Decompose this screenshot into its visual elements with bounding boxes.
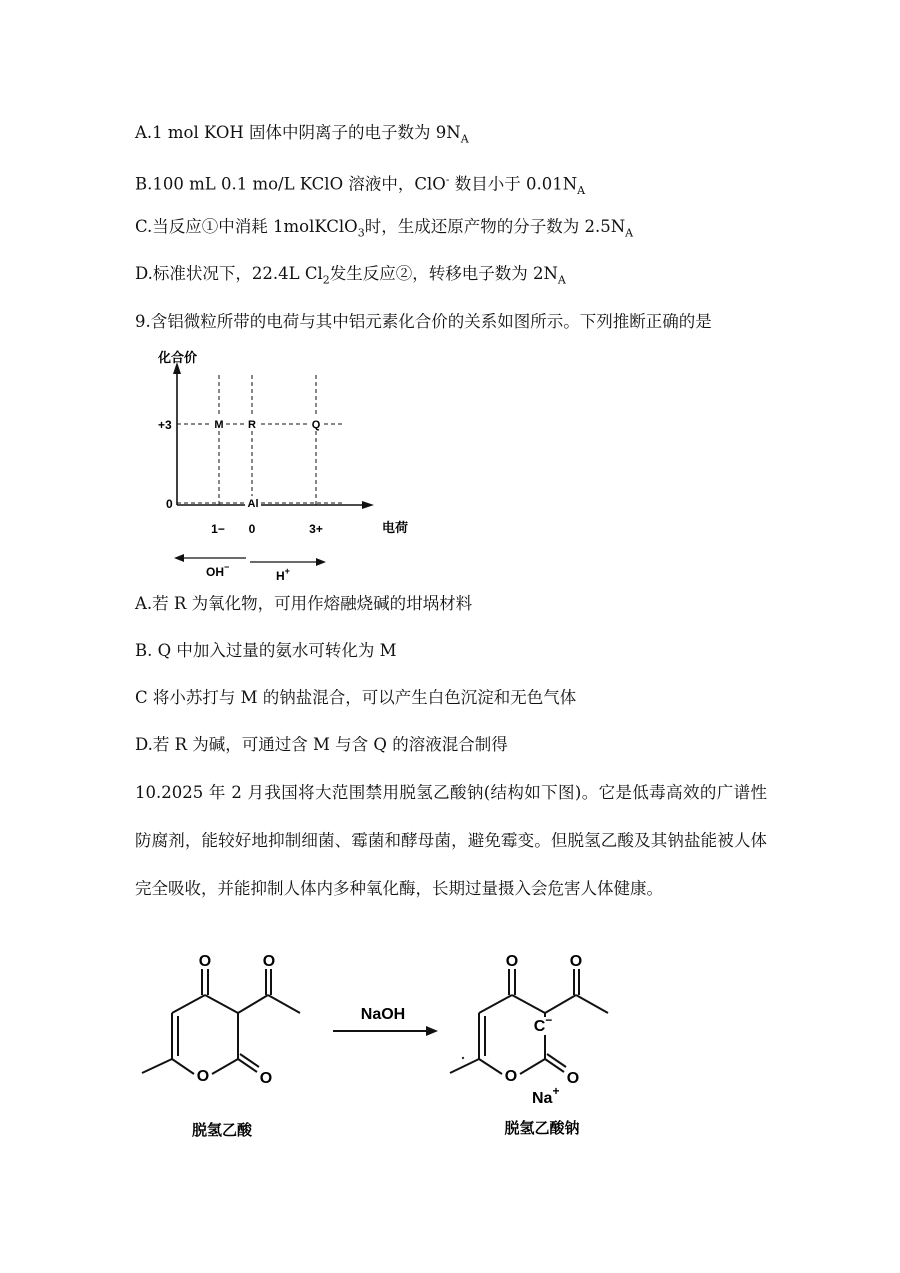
right-o-carbonyl: O [566, 1070, 580, 1087]
right-o-acetyl: O [569, 955, 583, 970]
left-o-top: O [198, 955, 212, 970]
q8-option-d: D.标准状况下，22.4L $Cl_2$发生反应②，转移电子数为 $2N_A$ [135, 264, 566, 287]
reagent-label: NaOH [360, 1006, 406, 1023]
q9-stem: 9.含铝微粒所带的电荷与其中铝元素化合价的关系如图所示。下列推断正确的是 [135, 312, 712, 331]
left-name: 脱氢乙酸 [191, 1122, 253, 1139]
x-tick-minus1: 1− [211, 522, 225, 536]
y-axis-label: 化合价 [158, 350, 198, 365]
reaction-scheme [130, 955, 630, 1145]
right-name: 脱氢乙酸钠 [504, 1120, 580, 1137]
h-arrow-head [316, 558, 326, 566]
q8-option-c: C.当反应①中消耗 1molKClO$_3$时，生成还原产物的分子数为 $2.5N_A$ [135, 217, 634, 240]
y-tick-zero: 0 [166, 497, 173, 511]
q8-option-a: A.1 mol KOH 固体中阴离子的电子数为 $9N_A$ [135, 123, 469, 146]
q10-text: 10.2025 年 2 月我国将大范围禁用脱氢乙酸钠(结构如下图)。它是低毒高效的广谱性防腐剂，能较好地抑制细菌、霉菌和酵母菌，避免霉变。但脱氢乙酸及其钠盐能被人体完全吸收，并能抑制人体内多种氧化酶，长期过量摄入会危害人体健康。 [135, 783, 767, 898]
right-carbanion: C− [533, 1013, 553, 1035]
oh-arrow-label: OH− [206, 562, 230, 579]
right-o-ring: O [504, 1068, 518, 1085]
valence-charge-chart [140, 340, 420, 585]
x-axis-label: 电荷 [382, 520, 409, 535]
point-q: Q [311, 419, 321, 431]
h-arrow-label: H+ [276, 566, 290, 583]
point-al: Al [247, 498, 259, 510]
right-o-top: O [505, 955, 519, 970]
q9-option-c: C 将小苏打与 M 的钠盐混合，可以产生白色沉淀和无色气体 [135, 688, 577, 707]
x-tick-zero: 0 [248, 522, 256, 536]
y-tick-plus3: +3 [158, 418, 172, 432]
sodium-dehydroacetate-structure [450, 969, 608, 1074]
q9-option-b: B. Q 中加入过量的氨水可转化为 M [135, 641, 397, 660]
point-m: M [214, 419, 224, 431]
q9-option-a: A.若 R 为氧化物，可用作熔融烧碱的坩埚材料 [135, 594, 473, 613]
left-o-ring: O [196, 1068, 210, 1085]
x-tick-plus3: 3+ [309, 522, 323, 536]
dehydroacetic-acid-structure [142, 969, 300, 1074]
stray-dot [462, 1057, 464, 1059]
left-o-carbonyl: O [259, 1070, 273, 1087]
q9-option-d: D.若 R 为碱，可通过含 M 与含 Q 的溶液混合制得 [135, 735, 508, 754]
left-o-acetyl: O [262, 955, 276, 970]
q8-option-b: B.100 mL 0.1 mo/L KClO 溶液中，ClO- 数目小于 $0.01N_A$ [135, 173, 586, 197]
oh-arrow-head [174, 554, 184, 562]
sodium-cation: Na+ [532, 1084, 560, 1107]
reaction-arrow-head [426, 1026, 438, 1036]
x-axis-arrow [362, 501, 374, 509]
point-r: R [248, 419, 256, 431]
